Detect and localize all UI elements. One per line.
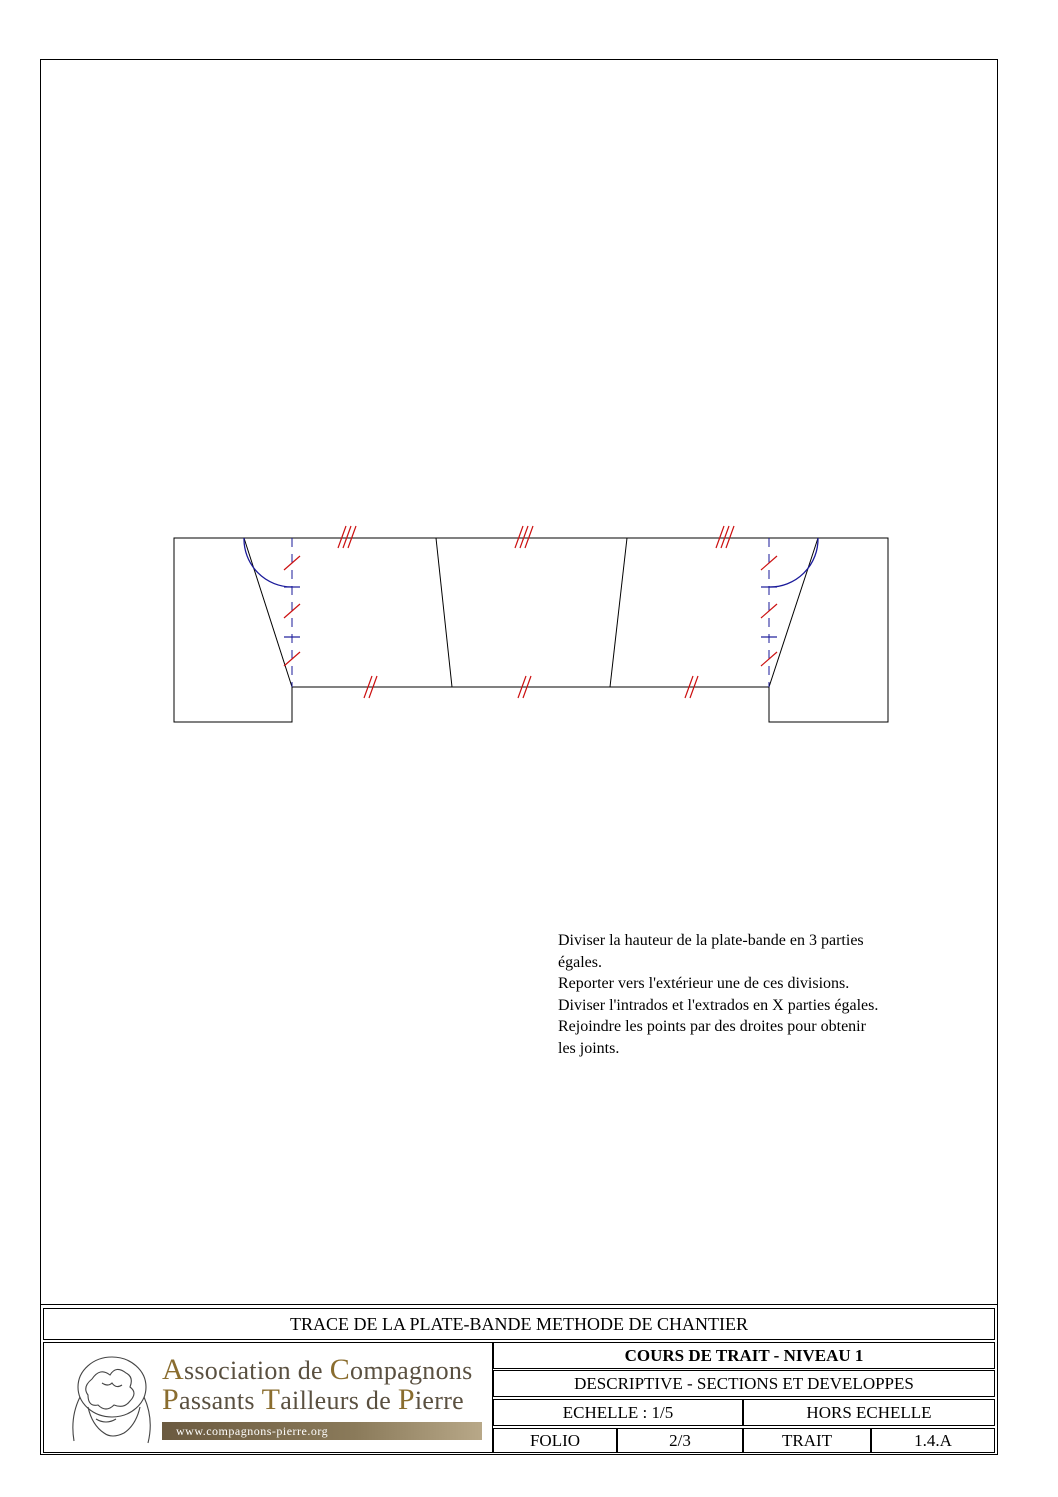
trait-label: TRAIT: [743, 1428, 871, 1453]
name-part: ierre: [414, 1386, 464, 1415]
instruction-line: Reporter vers l'extérieur une de ces divisions.: [558, 975, 850, 992]
joint-line-1: [436, 538, 452, 687]
initial-letter: A: [162, 1353, 184, 1386]
instruction-line: Rejoindre les points par des droites pour obtenir: [558, 1018, 866, 1035]
association-logo-block: [43, 1342, 493, 1453]
instruction-line: égales.: [558, 953, 602, 971]
instruction-line: les joints.: [558, 1039, 620, 1057]
instructions-text: [558, 930, 958, 1059]
title-block: [40, 1304, 998, 1456]
right-springer-joint: [769, 538, 818, 687]
association-name-line1: [162, 1353, 473, 1387]
course-level: COURS DE TRAIT - NIVEAU 1: [493, 1342, 995, 1369]
initial-letter: P: [162, 1383, 179, 1416]
name-part: ailleurs de: [280, 1386, 398, 1415]
instruction-line: Diviser l'intrados et l'extrados en X parties égales.: [558, 996, 879, 1014]
scale-value: ECHELLE : 1/5: [493, 1399, 743, 1426]
extrados-equal-marks: [338, 526, 734, 548]
name-part: ompagnons: [350, 1356, 473, 1385]
course-section: DESCRIPTIVE - SECTIONS ET DEVELOPPES: [493, 1370, 995, 1397]
right-construction-arc: [769, 538, 818, 587]
association-emblem-icon: [62, 1349, 157, 1449]
folio-value: 2/3: [617, 1428, 743, 1453]
right-abutment: [769, 538, 888, 722]
initial-letter: C: [329, 1353, 351, 1386]
folio-label: FOLIO: [493, 1428, 617, 1453]
instruction-line: Diviser la hauteur de la plate-bande en 3 parties: [558, 932, 864, 949]
name-part: ssociation de: [183, 1356, 330, 1385]
website-link[interactable]: www.compagnons-pierre.org: [162, 1422, 482, 1440]
left-construction-arc: [244, 538, 292, 587]
left-abutment: [174, 538, 292, 722]
drawing-title: TRACE DE LA PLATE-BANDE METHODE DE CHANTIER: [43, 1308, 995, 1340]
trait-value: 1.4.A: [871, 1428, 995, 1453]
initial-letter: T: [261, 1383, 281, 1416]
initial-letter: P: [397, 1383, 415, 1416]
name-part: assants: [179, 1386, 262, 1415]
association-name-line2: [162, 1383, 464, 1417]
joint-line-2: [610, 538, 627, 687]
scale-note: HORS ECHELLE: [743, 1399, 995, 1426]
